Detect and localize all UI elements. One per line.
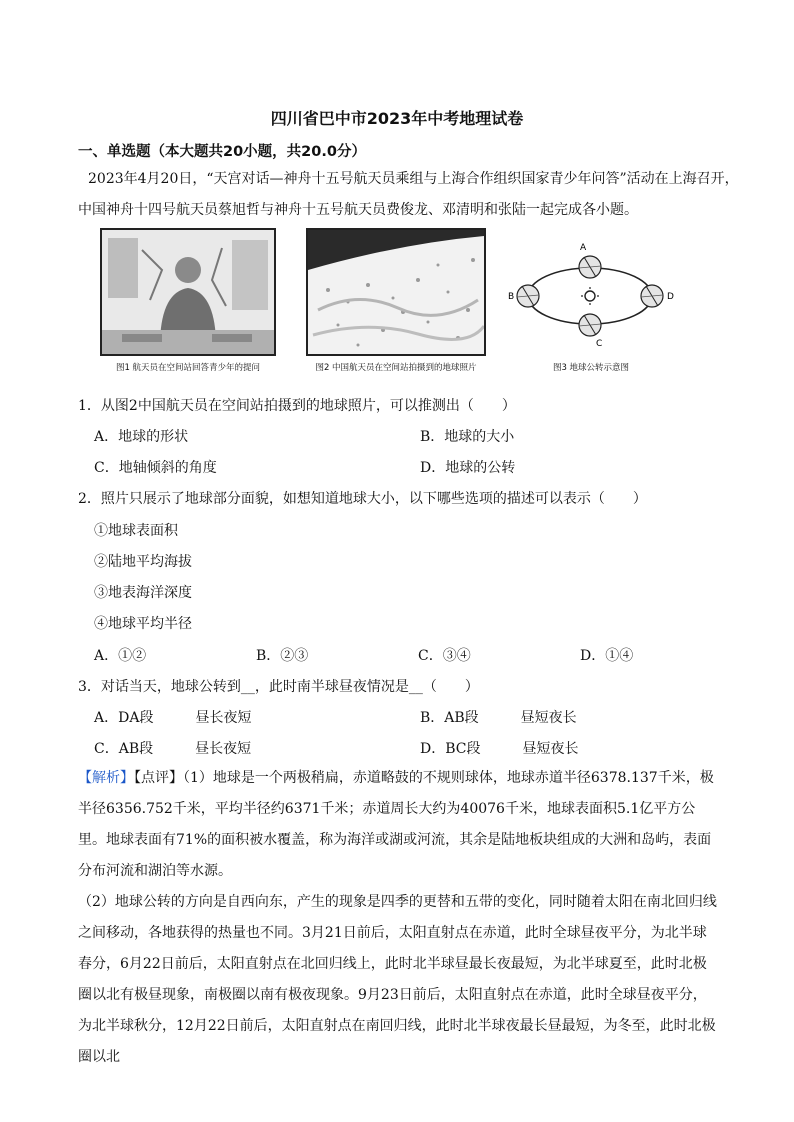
- q1-option-d: D．地球的公转: [420, 460, 516, 476]
- q2-item-4: ④地球平均半径: [94, 616, 192, 632]
- figure-2: [306, 228, 486, 378]
- q2-option-d: D．①④: [580, 648, 634, 664]
- figure-3-caption: 图3 地球公转示意图: [552, 363, 630, 373]
- q2-item-1: ①地球表面积: [94, 523, 178, 539]
- analysis-tag: 【解析】: [78, 770, 134, 786]
- earth-globe-d: [641, 285, 663, 307]
- sun-icon: [585, 291, 595, 301]
- analysis-text-1: 【点评】（1）地球是一个两极稍扁，赤道略鼓的不规则球体，地球赤道半径6378.137千米，极半径6356.752千米，平均半径约6371千米；赤道周长大约为40076千米，地球表面积5.1亿平方公里。地球表面有71%的面积被水覆盖，称为海洋或湖或河流，其余是陆地板块组成的大洲和岛屿，表面分布河流和湖泊等水源。: [78, 770, 714, 879]
- earth-orbit-diagram: [498, 228, 684, 356]
- intro-line-2: 中国神舟十四号航天员蔡旭哲与神舟十五号航天员费俊龙、邓清明和张陆一起完成各小题。: [78, 202, 638, 218]
- q2-item-2: ②陆地平均海拔: [94, 554, 192, 570]
- q3-option-a: A．DA段 昼长夜短: [94, 710, 252, 726]
- figure-1: [100, 228, 276, 378]
- earth-globe-c: [579, 314, 601, 336]
- q1-option-c: C．地轴倾斜的角度: [94, 460, 217, 476]
- sun-rays: [581, 287, 599, 305]
- q3-option-c: C．AB段 昼长夜短: [94, 741, 252, 757]
- q2-stem: 2．照片只展示了地球部分面貌，如想知道地球大小，以下哪些选项的描述可以表示（ ）: [78, 491, 647, 507]
- page-title: 四川省巴中市2023年中考地理试卷: [270, 109, 524, 128]
- analysis-paragraph-1: [78, 763, 718, 887]
- astronaut-photo-image: [102, 230, 274, 354]
- intro-line-1: 2023年4月20日，“天宫对话—神舟十五号航天员乘组与上海合作组织国家青少年问答”活动在上海召开，: [88, 171, 739, 187]
- q2-item-3: ③地表海洋深度: [94, 585, 192, 601]
- analysis-paragraph-2: （2）地球公转的方向是自西向东，产生的现象是四季的更替和五带的变化，同时随着太阳在南北回归线之间移动，各地获得的热量也不同。3月21日前后，太阳直射点在赤道，此时全球昼夜平分，为北半球春分，6月22日前后，太阳直射点在北回归线上，此时北半球昼最长夜最短，为北半球夏至，此时北极圈以北有极昼现象，南极圈以南有极夜现象。9月23日前后，太阳直射点在赤道，此时全球昼夜平分，为北半球秋分，12月22日前后，太阳直射点在南回归线，此时北半球夜最长昼最短，为冬至，此时北极圈以北: [78, 894, 717, 1065]
- figure-row: [96, 228, 684, 382]
- q3-stem: 3．对话当天，地球公转到__，此时南半球昼夜情况是__（ ）: [78, 679, 479, 695]
- label-a: A: [580, 243, 587, 253]
- q2-option-b: B．②③: [256, 648, 309, 664]
- label-c: C: [596, 339, 603, 349]
- q2-option-c: C．③④: [418, 648, 471, 664]
- earth-globe-a: [579, 256, 601, 278]
- figure-3: [498, 228, 684, 378]
- figure-1-photo: [100, 228, 276, 356]
- figure-2-caption: 图2 中国航天员在空间站拍摄到的地球照片: [315, 363, 477, 373]
- q3-option-b: B．AB段 昼短夜长: [420, 710, 577, 726]
- earth-globe-b: [517, 285, 539, 307]
- label-d: D: [667, 292, 674, 302]
- q2-option-a: A．①②: [94, 648, 147, 664]
- figure-1-caption: 图1 航天员在空间站回答青少年的提问: [115, 363, 261, 373]
- section-heading: 一、单选题（本大题共20小题，共20.0分）: [78, 144, 366, 160]
- q1-option-b: B．地球的大小: [420, 429, 515, 445]
- label-b: B: [508, 292, 515, 302]
- q1-stem: 1．从图2中国航天员在空间站拍摄到的地球照片，可以推测出（ ）: [78, 398, 516, 414]
- q3-option-d: D．BC段 昼短夜长: [420, 741, 579, 757]
- figure-2-photo: [306, 228, 486, 356]
- q1-option-a: A．地球的形状: [94, 429, 189, 445]
- earth-photo-image: [308, 230, 484, 354]
